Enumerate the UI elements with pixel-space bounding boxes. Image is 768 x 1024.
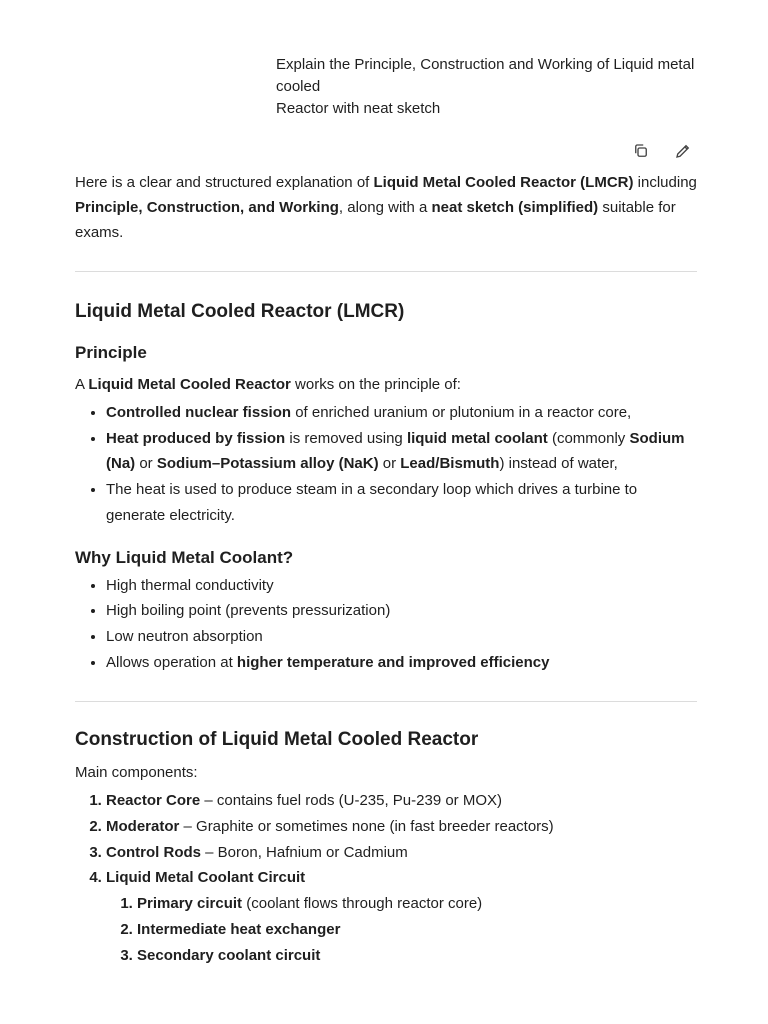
list-item bbox=[106, 840, 697, 866]
text: is removed using bbox=[285, 429, 407, 447]
text: works on the principle of: bbox=[290, 376, 461, 393]
bold-text: Heat produced by fission bbox=[106, 429, 286, 447]
intro-bold: Principle, Construction, and Working bbox=[75, 199, 339, 216]
user-message-line1: Explain the Principle, Construction and Working of Liquid metal cooled bbox=[276, 56, 695, 95]
text: ) instead of water, bbox=[499, 455, 618, 473]
intro-text: suitable for exams. bbox=[75, 199, 676, 241]
bold-text: higher temperature and improved efficiency bbox=[236, 653, 550, 671]
intro-text: including bbox=[633, 174, 697, 191]
pencil-icon bbox=[674, 142, 692, 160]
intro-bold: neat sketch (simplified) bbox=[431, 199, 599, 216]
principle-list bbox=[75, 400, 697, 529]
text: Allows operation at bbox=[106, 653, 237, 671]
assistant-response bbox=[75, 170, 697, 968]
bold-text: Control Rods bbox=[106, 843, 201, 861]
section-title-construction: Construction of Liquid Metal Cooled Reactor bbox=[75, 729, 479, 751]
bold-text: Controlled nuclear fission bbox=[106, 404, 292, 421]
bold-text: Lead/Bismuth bbox=[400, 455, 500, 473]
text: The heat is used to produce steam in a secondary loop which drives a turbine to generate electricity. bbox=[106, 481, 638, 524]
bold-text: Sodium–Potassium alloy (NaK) bbox=[156, 455, 379, 473]
text: of enriched uranium or plutonium in a reactor core, bbox=[291, 404, 632, 421]
bold-text: Primary circuit bbox=[137, 895, 243, 913]
list-item bbox=[137, 917, 697, 943]
list-item bbox=[137, 943, 697, 969]
message-actions bbox=[630, 140, 694, 162]
bold-text: liquid metal coolant bbox=[406, 429, 548, 447]
list-item bbox=[106, 400, 697, 426]
why-heading: Why Liquid Metal Coolant? bbox=[75, 547, 294, 567]
divider bbox=[75, 271, 697, 272]
text: (coolant flows through reactor core) bbox=[242, 895, 483, 913]
bold-text: Liquid Metal Cooled Reactor bbox=[88, 376, 291, 393]
text: – Graphite or sometimes none (in fast breeder reactors) bbox=[179, 818, 554, 836]
section-title-lmcr: Liquid Metal Cooled Reactor (LMCR) bbox=[75, 301, 405, 322]
bold-text: Liquid Metal Coolant Circuit bbox=[106, 869, 306, 887]
list-item: • High thermal conductivity bbox=[106, 573, 697, 599]
user-message bbox=[276, 54, 696, 120]
text: (commonly bbox=[547, 429, 630, 447]
principle-heading: Principle bbox=[75, 343, 147, 362]
coolant-sublist bbox=[106, 891, 697, 968]
text: – contains fuel rods (U-235, Pu-239 or MOX) bbox=[200, 792, 503, 810]
list-item bbox=[106, 650, 697, 676]
user-message-line2: Reactor with neat sketch bbox=[276, 100, 441, 117]
copy-button[interactable] bbox=[630, 140, 652, 162]
divider bbox=[75, 701, 697, 702]
text: or bbox=[378, 455, 401, 473]
bold-text: Reactor Core bbox=[106, 792, 201, 810]
why-list bbox=[75, 573, 697, 676]
bold-text: Moderator bbox=[106, 818, 180, 836]
text: – Boron, Hafnium or Cadmium bbox=[201, 843, 408, 861]
intro-text: Here is a clear and structured explanation of bbox=[75, 174, 374, 191]
list-item bbox=[106, 865, 697, 968]
text: A bbox=[75, 376, 89, 393]
intro-paragraph bbox=[75, 170, 697, 245]
copy-icon bbox=[632, 142, 650, 160]
bold-text: Secondary coolant circuit bbox=[137, 946, 321, 964]
edit-button[interactable] bbox=[672, 140, 694, 162]
bold-text: Sodium (Na) bbox=[106, 429, 685, 473]
components-list bbox=[75, 788, 697, 968]
list-item bbox=[106, 814, 697, 840]
principle-lead bbox=[75, 374, 697, 396]
list-item bbox=[137, 891, 697, 917]
intro-bold: Liquid Metal Cooled Reactor (LMCR) bbox=[373, 174, 634, 191]
construction-lead: Main components: bbox=[75, 764, 198, 782]
list-item bbox=[106, 477, 697, 528]
text: or bbox=[135, 455, 157, 473]
bold-text: Intermediate heat exchanger bbox=[137, 920, 341, 938]
list-item bbox=[106, 426, 697, 477]
intro-text: , along with a bbox=[338, 199, 432, 216]
list-item bbox=[106, 788, 697, 814]
list-item: • Low neutron absorption bbox=[106, 624, 697, 650]
list-item: • High boiling point (prevents pressurization) bbox=[106, 598, 697, 624]
